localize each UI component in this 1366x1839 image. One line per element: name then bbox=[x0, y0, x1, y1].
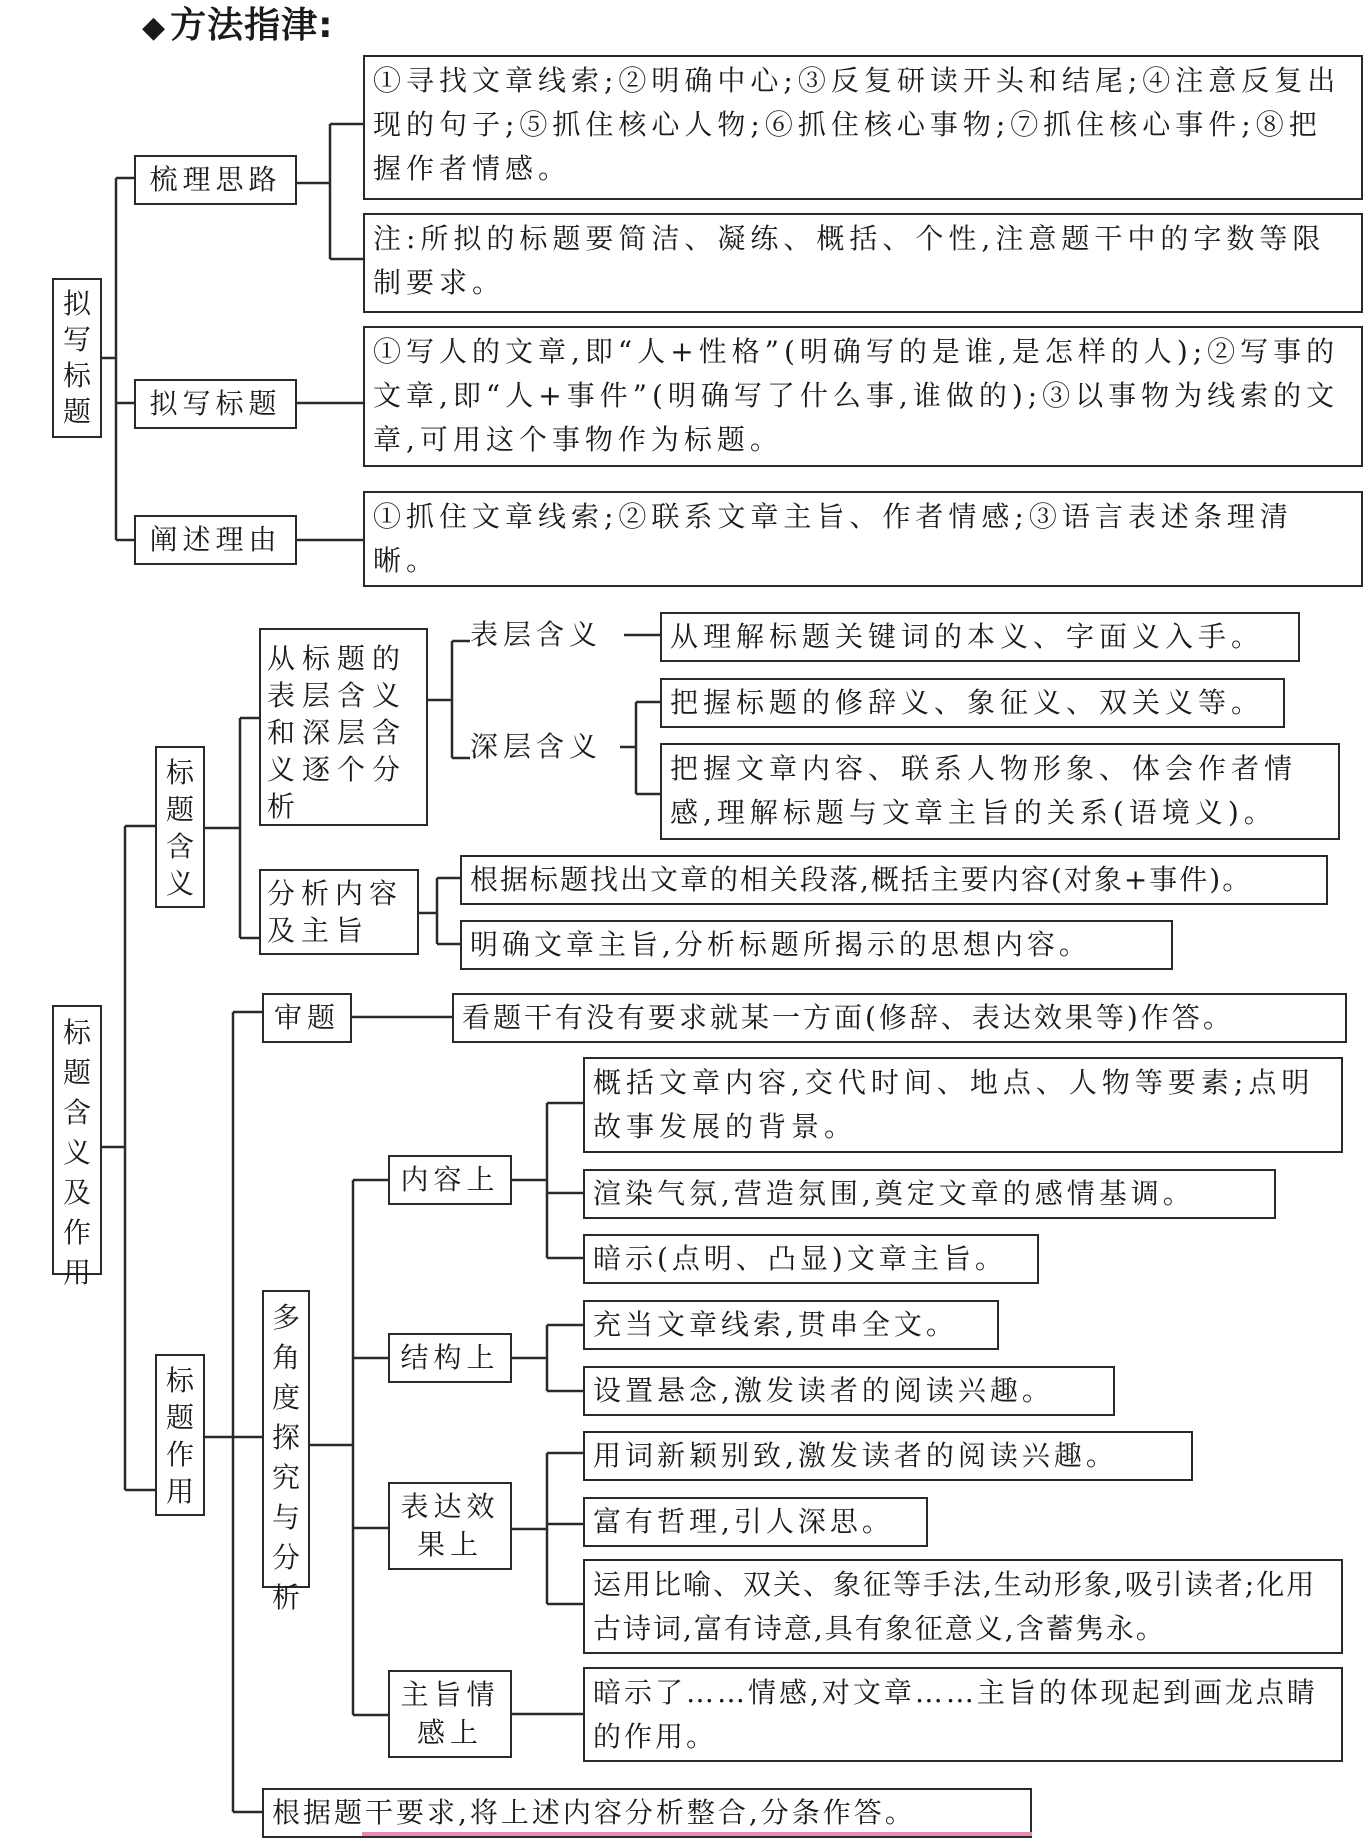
leaf-text: 用词新颖别致,激发读者的阅读兴趣。 bbox=[593, 1439, 1118, 1472]
node-surface-deep-analysis bbox=[259, 628, 428, 826]
node-summary-answer bbox=[262, 1788, 1032, 1838]
leaf-review-question bbox=[452, 993, 1347, 1043]
leaf-content-1 bbox=[583, 1057, 1343, 1153]
node-label: 表层含义 bbox=[470, 618, 603, 651]
node-label: 标题含义 bbox=[165, 756, 194, 900]
accent-divider bbox=[362, 1832, 1032, 1836]
leaf-content-3 bbox=[583, 1234, 1039, 1284]
leaf-text: 暗示(点明、凸显)文章主旨。 bbox=[593, 1242, 1007, 1275]
leaf-text: 注:所拟的标题要简洁、凝练、概括、个性,注意题干中的字数等限制要求。 bbox=[373, 222, 1326, 299]
node-label: 从标题的表层含义和深层含义逐个分析 bbox=[267, 642, 408, 823]
leaf-text: 明确文章主旨,分析标题所揭示的思想内容。 bbox=[470, 928, 1091, 961]
node-label: 审题 bbox=[273, 1001, 340, 1034]
leaf-sort-ideas-methods bbox=[363, 55, 1363, 200]
node-label: 分析内容及主旨 bbox=[267, 877, 404, 947]
leaf-expression-3 bbox=[583, 1559, 1343, 1654]
leaf-text: 把握文章内容、联系人物形象、体会作者情感,理解标题与文章主旨的关系(语境义)。 bbox=[670, 752, 1298, 829]
node-sort-ideas bbox=[134, 155, 297, 205]
node-analyze-content-theme bbox=[259, 869, 419, 955]
node-title-meaning-function-root bbox=[52, 1005, 102, 1289]
leaf-text: 充当文章线索,贯串全文。 bbox=[593, 1308, 958, 1341]
node-label: 标题作用 bbox=[165, 1364, 194, 1508]
summary-text: 根据题干要求,将上述内容分析整合,分条作答。 bbox=[272, 1796, 916, 1829]
node-surface-meaning bbox=[470, 615, 602, 655]
node-content-aspect bbox=[388, 1155, 512, 1205]
node-label: 阐述理由 bbox=[149, 523, 282, 556]
node-label: 内容上 bbox=[400, 1163, 500, 1196]
leaf-expression-2 bbox=[583, 1497, 928, 1547]
leaf-text: ①写人的文章,即“人+性格”(明确写的是谁,是怎样的人);②写事的文章,即“人+事件”(明确写了什么事,谁做的);③以事物为线索的文章,可用这个事物作为标题。 bbox=[373, 335, 1340, 456]
leaf-analyze-content-2 bbox=[460, 920, 1173, 970]
node-label: 多角度探究与分析 bbox=[271, 1301, 300, 1614]
diamond-bullet-icon: ◆ bbox=[142, 10, 167, 45]
leaf-sort-ideas-note bbox=[363, 213, 1363, 313]
leaf-text: 从理解标题关键词的本义、字面义入手。 bbox=[670, 620, 1265, 653]
leaf-text: 根据标题找出文章的相关段落,概括主要内容(对象+事件)。 bbox=[470, 863, 1253, 896]
leaf-surface-meaning bbox=[660, 612, 1300, 662]
node-review-question bbox=[262, 993, 352, 1043]
node-title-function bbox=[155, 1354, 205, 1516]
node-label: 结构上 bbox=[400, 1341, 500, 1374]
leaf-text: 设置悬念,激发读者的阅读兴趣。 bbox=[593, 1374, 1054, 1407]
root-label: 拟写标题 bbox=[62, 287, 91, 428]
leaf-analyze-content-1 bbox=[460, 855, 1328, 905]
node-title-meaning bbox=[155, 746, 205, 908]
leaf-text: ①寻找文章线索;②明确中心;③反复研读开头和结尾;④注意反复出现的句子;⑤抓住核心人物;⑥抓住核心事物;⑦抓住核心事件;⑧把握作者情感。 bbox=[373, 64, 1341, 185]
node-explain-reason bbox=[134, 515, 297, 565]
leaf-text: 渲染气氛,营造氛围,奠定文章的感情基调。 bbox=[593, 1177, 1195, 1210]
leaf-structure-1 bbox=[583, 1300, 999, 1350]
leaf-explain-reason-methods bbox=[363, 491, 1363, 587]
leaf-expression-1 bbox=[583, 1431, 1193, 1481]
leaf-theme-emotion-1 bbox=[583, 1667, 1343, 1762]
leaf-text: 暗示了……情感,对文章……主旨的体现起到画龙点睛的作用。 bbox=[593, 1676, 1318, 1753]
heading-text: 方法指津: bbox=[170, 5, 334, 46]
node-expression-aspect bbox=[388, 1482, 512, 1570]
node-label: 深层含义 bbox=[470, 730, 603, 763]
leaf-text: ①抓住文章线索;②联系文章主旨、作者情感;③语言表述条理清晰。 bbox=[373, 500, 1293, 577]
leaf-text: 富有哲理,引人深思。 bbox=[593, 1505, 894, 1538]
leaf-text: 把握标题的修辞义、象征义、双关义等。 bbox=[670, 686, 1265, 719]
leaf-structure-2 bbox=[583, 1366, 1115, 1416]
leaf-deep-meaning-2 bbox=[660, 743, 1340, 840]
root-label: 标题含义及作用 bbox=[62, 1016, 91, 1289]
leaf-text: 看题干有没有要求就某一方面(修辞、表达效果等)作答。 bbox=[462, 1001, 1234, 1034]
node-write-title bbox=[134, 379, 297, 429]
node-label: 表达效果上 bbox=[400, 1490, 500, 1561]
node-deep-meaning bbox=[470, 727, 602, 767]
node-theme-emotion-aspect bbox=[388, 1670, 512, 1758]
node-multi-angle-analysis bbox=[262, 1290, 310, 1614]
node-structure-aspect bbox=[388, 1333, 512, 1383]
leaf-content-2 bbox=[583, 1169, 1276, 1219]
node-label: 拟写标题 bbox=[149, 387, 282, 420]
node-label: 主旨情感上 bbox=[400, 1678, 500, 1749]
leaf-text: 运用比喻、双关、象征等手法,生动形象,吸引读者;化用古诗词,富有诗意,具有象征意义,含蓄隽永。 bbox=[593, 1568, 1317, 1645]
leaf-text: 概括文章内容,交代时间、地点、人物等要素;点明故事发展的背景。 bbox=[593, 1066, 1315, 1143]
node-draft-title-root bbox=[52, 278, 102, 438]
node-label: 梳理思路 bbox=[149, 163, 282, 196]
leaf-deep-meaning-1 bbox=[660, 678, 1285, 728]
leaf-write-title-methods bbox=[363, 326, 1363, 467]
